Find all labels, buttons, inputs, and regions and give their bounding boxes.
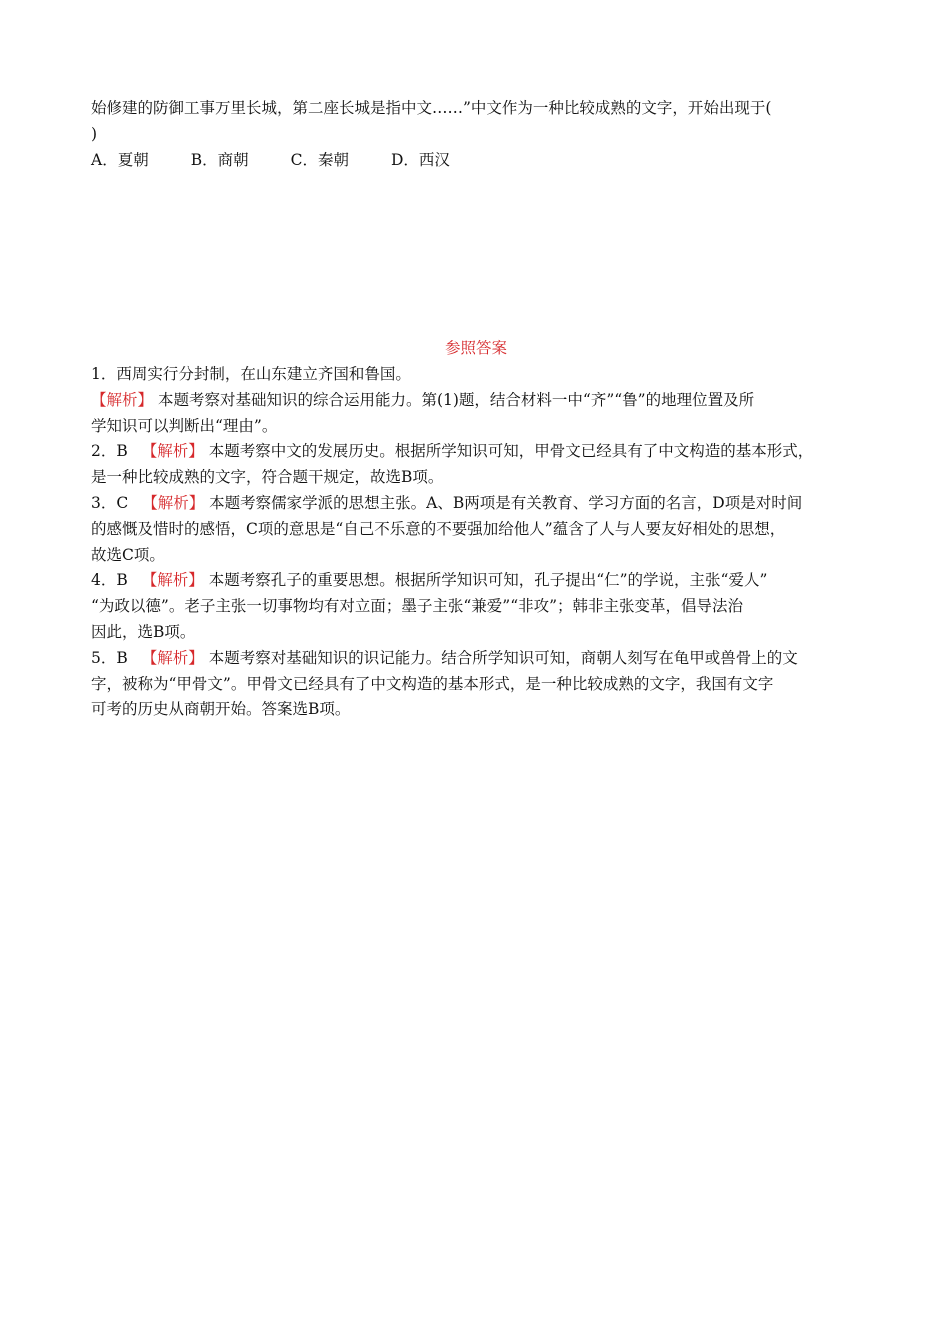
option-b: B．商朝 [190,150,249,169]
answers-list [91,362,871,723]
answer-2-number: 2．B [91,442,128,461]
analysis-tag: 【解析】 [141,442,204,461]
question-block [91,96,871,173]
answer-2-line1 [91,439,871,465]
analysis-tag: 【解析】 [142,493,205,512]
answer-item-1 [91,362,871,439]
analysis-tag: 【解析】 [141,571,204,590]
answer-4-line1 [91,568,871,594]
answer-3-analysis: 本题考察儒家学派的思想主张。A、B两项是有关教育、学习方面的名言，D项是对时间 [204,493,803,512]
option-a: A．夏朝 [91,150,149,169]
answer-5-line1 [91,646,871,672]
question-options [91,148,871,174]
analysis-tag: 【解析】 [91,390,154,409]
answer-1-line2 [91,388,871,414]
answer-item-3 [91,491,871,568]
option-c: C．秦朝 [290,150,349,169]
answer-1-analysis: 本题考察对基础知识的综合运用能力。第(1)题，结合材料一中“齐”“鲁”的地理位置及所 [153,390,755,409]
answer-2-line2: 是一种比较成熟的文字，符合题干规定，故选B项。 [91,468,444,487]
document-page [91,96,871,719]
answer-4-analysis: 本题考察孔子的重要思想。根据所学知识可知，孔子提出“仁”的学说，主张“爱人” [203,571,768,590]
answer-4-line2: “为政以德”。老子主张一切事物均有对立面；墨子主张“兼爱”“非攻”；韩非主张变革，倡导法治 [91,597,744,616]
answer-3-line2: 的感慨及惜时的感悟，C项的意思是“自己不乐意的不要强加给他人”蕴含了人与人要友好相处的思想， [91,519,786,538]
answer-5-line2: 字，被称为“甲骨文”。甲骨文已经具有了中文构造的基本形式，是一种比较成熟的文字，我国有文字 [91,674,774,693]
answer-4-number: 4．B [91,571,128,590]
question-stem-line1: 始修建的防御工事万里长城，第二座长城是指中文……”中文作为一种比较成熟的文字，开始出现于( [91,99,772,117]
answer-3-number: 3．C [91,493,129,512]
question-stem-line2: ) [91,124,98,143]
answer-1-line1: 1．西周实行分封制，在山东建立齐国和鲁国。 [91,365,411,383]
option-d: D．西汉 [390,150,450,169]
answer-2-analysis: 本题考察中文的发展历史。根据所学知识可知，甲骨文已经具有了中文构造的基本形式， [203,442,814,461]
answer-1-line3: 学知识可以判断出“理由”。 [91,416,278,435]
answer-5-analysis: 本题考察对基础知识的识记能力。结合所学知识可知，商朝人刻写在龟甲或兽骨上的文 [203,648,798,667]
answer-3-line3: 故选C项。 [91,545,165,564]
answer-item-2 [91,439,871,491]
answer-5-number: 5．B [91,648,128,667]
answer-4-line3: 因此，选B项。 [91,622,196,641]
analysis-tag: 【解析】 [141,648,204,667]
answer-item-4 [91,568,871,645]
answers-title: 参照答案 [444,339,507,357]
answer-item-5 [91,646,871,723]
answer-3-line1 [91,491,871,517]
answer-5-line3: 可考的历史从商朝开始。答案选B项。 [91,700,351,719]
